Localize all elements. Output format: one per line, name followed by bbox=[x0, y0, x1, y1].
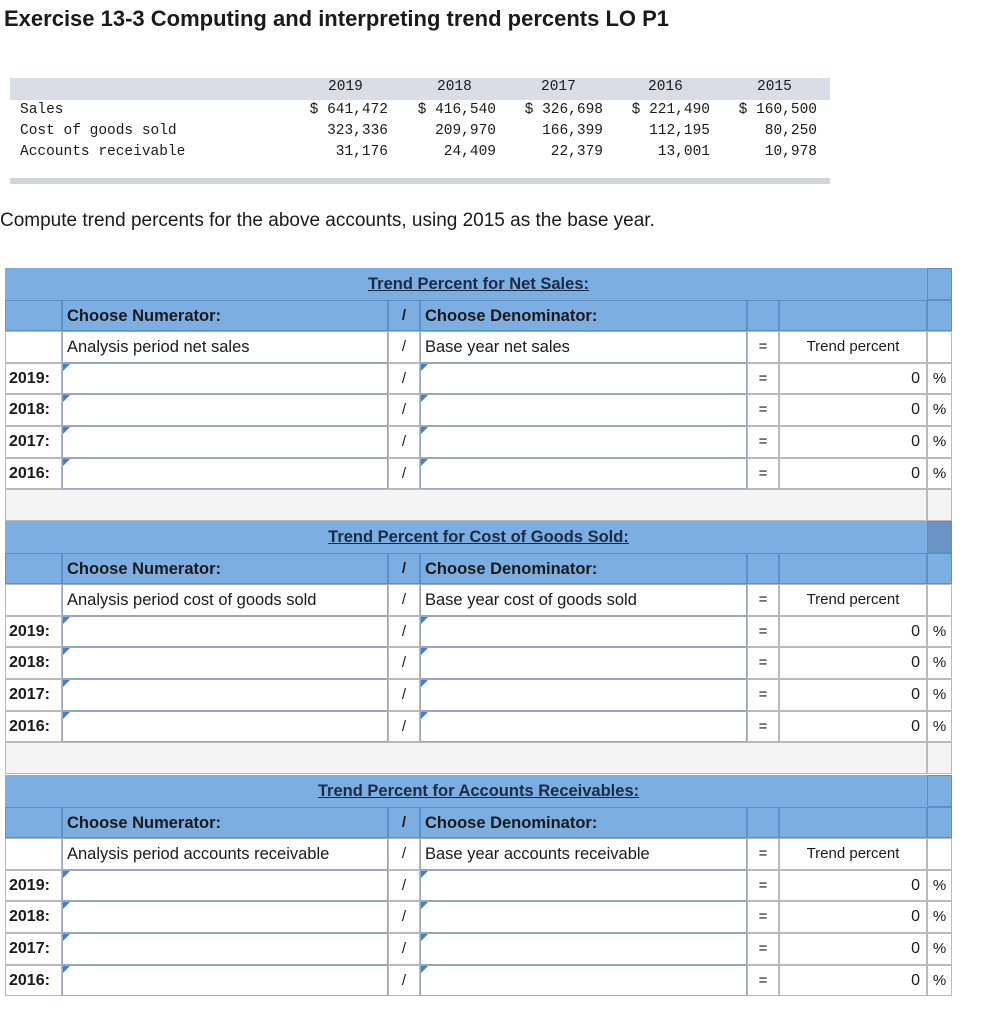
year-row bbox=[5, 647, 952, 679]
equals-sign: = bbox=[747, 901, 779, 933]
data-cell: 31,176 bbox=[335, 144, 388, 160]
equals-sign: = bbox=[747, 711, 779, 743]
denominator-select[interactable]: Base year cost of goods sold bbox=[420, 584, 747, 616]
data-cell: 112,195 bbox=[649, 123, 710, 139]
slash-symbol: / bbox=[388, 394, 420, 426]
given-data-table bbox=[10, 78, 830, 184]
denominator-input[interactable] bbox=[420, 458, 747, 490]
separator-cell bbox=[927, 489, 952, 521]
corner-cell bbox=[927, 521, 952, 553]
percent-sign: % bbox=[927, 901, 952, 933]
year-row bbox=[5, 711, 952, 743]
slash-symbol: / bbox=[388, 965, 420, 997]
given-data-header-bar bbox=[10, 78, 830, 100]
equals-sign: = bbox=[747, 363, 779, 395]
trend-percent-result: 0 bbox=[779, 363, 927, 395]
numerator-input[interactable] bbox=[62, 426, 388, 458]
slash-symbol: / bbox=[388, 584, 420, 616]
numerator-input[interactable] bbox=[62, 933, 388, 965]
trend-percent-result: 0 bbox=[779, 426, 927, 458]
blank-cell bbox=[927, 807, 952, 839]
section-title-row bbox=[5, 268, 952, 300]
trend-section bbox=[5, 775, 952, 996]
equals-sign: = bbox=[747, 870, 779, 902]
equals-sign: = bbox=[747, 647, 779, 679]
equals-sign: = bbox=[747, 965, 779, 997]
trend-percent-result: 0 bbox=[779, 647, 927, 679]
data-cell: $ 221,490 bbox=[631, 102, 710, 118]
data-cell: $ 641,472 bbox=[309, 102, 388, 118]
slash-symbol: / bbox=[388, 807, 420, 839]
formula-row bbox=[5, 331, 952, 363]
data-cell: 80,250 bbox=[764, 123, 817, 139]
blank-cell bbox=[927, 584, 952, 616]
section-title: Trend Percent for Accounts Receivables: bbox=[317, 782, 640, 800]
numerator-input[interactable] bbox=[62, 363, 388, 395]
slash-symbol: / bbox=[388, 616, 420, 648]
denominator-input[interactable] bbox=[420, 965, 747, 997]
trend-percent-result: 0 bbox=[779, 679, 927, 711]
blank-cell bbox=[5, 807, 62, 839]
year-row bbox=[5, 870, 952, 902]
choose-numerator-label: Choose Numerator: bbox=[62, 300, 388, 332]
blank-cell bbox=[779, 807, 927, 839]
trend-percent-result: 0 bbox=[779, 965, 927, 997]
year-row bbox=[5, 363, 952, 395]
denominator-input[interactable] bbox=[420, 426, 747, 458]
section-title-row bbox=[5, 521, 952, 553]
trend-percent-result: 0 bbox=[779, 933, 927, 965]
equals-sign: = bbox=[747, 584, 779, 616]
equals-sign: = bbox=[747, 933, 779, 965]
percent-sign: % bbox=[927, 458, 952, 490]
slash-symbol: / bbox=[388, 458, 420, 490]
year-row bbox=[5, 616, 952, 648]
year-row bbox=[5, 965, 952, 997]
year-label: 2019: bbox=[5, 870, 62, 902]
trend-percent-result: 0 bbox=[779, 901, 927, 933]
year-header: 2018 bbox=[437, 79, 472, 95]
equals-sign: = bbox=[747, 426, 779, 458]
blank-cell bbox=[5, 553, 62, 585]
denominator-input[interactable] bbox=[420, 870, 747, 902]
trend-percent-result: 0 bbox=[779, 616, 927, 648]
slash-symbol: / bbox=[388, 647, 420, 679]
denominator-select[interactable]: Base year net sales bbox=[420, 331, 747, 363]
choose-numerator-label: Choose Numerator: bbox=[62, 553, 388, 585]
trend-percent-result: 0 bbox=[779, 458, 927, 490]
equals-sign: = bbox=[747, 394, 779, 426]
choose-row bbox=[5, 300, 952, 332]
corner-cell bbox=[927, 775, 952, 807]
slash-symbol: / bbox=[388, 870, 420, 902]
percent-sign: % bbox=[927, 426, 952, 458]
blank-cell bbox=[747, 300, 779, 332]
year-header: 2015 bbox=[757, 79, 792, 95]
choose-denominator-label: Choose Denominator: bbox=[420, 300, 747, 332]
denominator-input[interactable] bbox=[420, 679, 747, 711]
denominator-input[interactable] bbox=[420, 616, 747, 648]
percent-sign: % bbox=[927, 870, 952, 902]
slash-symbol: / bbox=[388, 553, 420, 585]
numerator-input[interactable] bbox=[62, 901, 388, 933]
year-row bbox=[5, 426, 952, 458]
blank-cell bbox=[927, 300, 952, 332]
choose-denominator-label: Choose Denominator: bbox=[420, 807, 747, 839]
choose-row bbox=[5, 553, 952, 585]
data-cell: 323,336 bbox=[327, 123, 388, 139]
numerator-input[interactable] bbox=[62, 394, 388, 426]
year-header: 2016 bbox=[648, 79, 683, 95]
data-cell: 209,970 bbox=[435, 123, 496, 139]
separator-cell bbox=[927, 742, 952, 774]
year-row bbox=[5, 933, 952, 965]
section-title: Trend Percent for Net Sales: bbox=[368, 275, 589, 293]
blank-cell bbox=[779, 553, 927, 585]
data-row-label: Sales bbox=[20, 102, 64, 118]
blank-cell bbox=[5, 838, 62, 870]
equals-sign: = bbox=[747, 679, 779, 711]
percent-sign: % bbox=[927, 647, 952, 679]
section-separator bbox=[5, 489, 952, 521]
trend-section bbox=[5, 521, 952, 774]
year-row bbox=[5, 394, 952, 426]
denominator-input[interactable] bbox=[420, 394, 747, 426]
numerator-input[interactable] bbox=[62, 616, 388, 648]
blank-cell bbox=[747, 553, 779, 585]
year-row bbox=[5, 901, 952, 933]
percent-sign: % bbox=[927, 616, 952, 648]
given-data-body bbox=[10, 79, 830, 166]
section-title-row bbox=[5, 775, 952, 807]
denominator-input[interactable] bbox=[420, 711, 747, 743]
denominator-select[interactable]: Base year accounts receivable bbox=[420, 838, 747, 870]
blank-cell bbox=[5, 584, 62, 616]
numerator-input[interactable] bbox=[62, 679, 388, 711]
equals-sign: = bbox=[747, 458, 779, 490]
trend-percent-label: Trend percent bbox=[779, 584, 927, 616]
year-header: 2017 bbox=[541, 79, 576, 95]
numerator-select[interactable]: Analysis period accounts receivable bbox=[62, 838, 388, 870]
year-row bbox=[5, 679, 952, 711]
slash-symbol: / bbox=[388, 331, 420, 363]
separator-cell bbox=[5, 489, 927, 521]
blank-cell bbox=[747, 807, 779, 839]
equals-sign: = bbox=[747, 838, 779, 870]
instruction-text: Compute trend percents for the above accounts, using 2015 as the base year. bbox=[0, 210, 655, 231]
year-label: 2019: bbox=[5, 363, 62, 395]
choose-denominator-label: Choose Denominator: bbox=[420, 553, 747, 585]
trend-percent-result: 0 bbox=[779, 394, 927, 426]
equals-sign: = bbox=[747, 616, 779, 648]
formula-row bbox=[5, 584, 952, 616]
denominator-input[interactable] bbox=[420, 933, 747, 965]
data-row-label: Accounts receivable bbox=[20, 144, 186, 160]
numerator-input[interactable] bbox=[62, 711, 388, 743]
year-label: 2016: bbox=[5, 458, 62, 490]
data-cell: 24,409 bbox=[443, 144, 496, 160]
year-label: 2018: bbox=[5, 394, 62, 426]
trend-percent-result: 0 bbox=[779, 870, 927, 902]
choose-numerator-label: Choose Numerator: bbox=[62, 807, 388, 839]
percent-sign: % bbox=[927, 965, 952, 997]
year-label: 2017: bbox=[5, 933, 62, 965]
denominator-input[interactable] bbox=[420, 363, 747, 395]
slash-symbol: / bbox=[388, 426, 420, 458]
choose-row bbox=[5, 807, 952, 839]
data-cell: 166,399 bbox=[542, 123, 603, 139]
trend-section bbox=[5, 268, 952, 521]
slash-symbol: / bbox=[388, 838, 420, 870]
year-label: 2018: bbox=[5, 901, 62, 933]
year-label: 2018: bbox=[5, 647, 62, 679]
equals-sign: = bbox=[747, 331, 779, 363]
year-label: 2019: bbox=[5, 616, 62, 648]
formula-row bbox=[5, 838, 952, 870]
percent-sign: % bbox=[927, 679, 952, 711]
slash-symbol: / bbox=[388, 711, 420, 743]
corner-cell bbox=[927, 268, 952, 300]
percent-sign: % bbox=[927, 363, 952, 395]
denominator-input[interactable] bbox=[420, 647, 747, 679]
data-cell: $ 326,698 bbox=[524, 102, 603, 118]
numerator-input[interactable] bbox=[62, 458, 388, 490]
year-label: 2017: bbox=[5, 426, 62, 458]
section-title: Trend Percent for Cost of Goods Sold: bbox=[328, 528, 629, 546]
data-cell: $ 416,540 bbox=[417, 102, 496, 118]
blank-cell bbox=[927, 553, 952, 585]
percent-sign: % bbox=[927, 711, 952, 743]
data-cell: 10,978 bbox=[764, 144, 817, 160]
trend-percent-result: 0 bbox=[779, 711, 927, 743]
percent-sign: % bbox=[927, 394, 952, 426]
blank-cell bbox=[5, 331, 62, 363]
slash-symbol: / bbox=[388, 300, 420, 332]
year-header: 2019 bbox=[328, 79, 363, 95]
exercise-title: Exercise 13-3 Computing and interpreting trend percents LO P1 bbox=[4, 6, 670, 31]
blank-cell bbox=[779, 300, 927, 332]
data-row-label: Cost of goods sold bbox=[20, 123, 177, 139]
year-label: 2016: bbox=[5, 711, 62, 743]
numerator-select[interactable]: Analysis period cost of goods sold bbox=[62, 584, 388, 616]
data-cell: 22,379 bbox=[550, 144, 603, 160]
slash-symbol: / bbox=[388, 679, 420, 711]
blank-cell bbox=[927, 838, 952, 870]
blank-cell bbox=[5, 300, 62, 332]
year-row bbox=[5, 458, 952, 490]
trend-percent-label: Trend percent bbox=[779, 838, 927, 870]
slash-symbol: / bbox=[388, 933, 420, 965]
numerator-input[interactable] bbox=[62, 647, 388, 679]
section-separator bbox=[5, 742, 952, 774]
slash-symbol: / bbox=[388, 363, 420, 395]
year-label: 2016: bbox=[5, 965, 62, 997]
separator-cell bbox=[5, 742, 927, 774]
trend-percent-label: Trend percent bbox=[779, 331, 927, 363]
slash-symbol: / bbox=[388, 901, 420, 933]
given-data-footer-bar bbox=[10, 178, 830, 184]
numerator-input[interactable] bbox=[62, 965, 388, 997]
denominator-input[interactable] bbox=[420, 901, 747, 933]
percent-sign: % bbox=[927, 933, 952, 965]
numerator-input[interactable] bbox=[62, 870, 388, 902]
data-cell: $ 160,500 bbox=[738, 102, 817, 118]
year-label: 2017: bbox=[5, 679, 62, 711]
numerator-select[interactable]: Analysis period net sales bbox=[62, 331, 388, 363]
blank-cell bbox=[927, 331, 952, 363]
data-cell: 13,001 bbox=[657, 144, 710, 160]
